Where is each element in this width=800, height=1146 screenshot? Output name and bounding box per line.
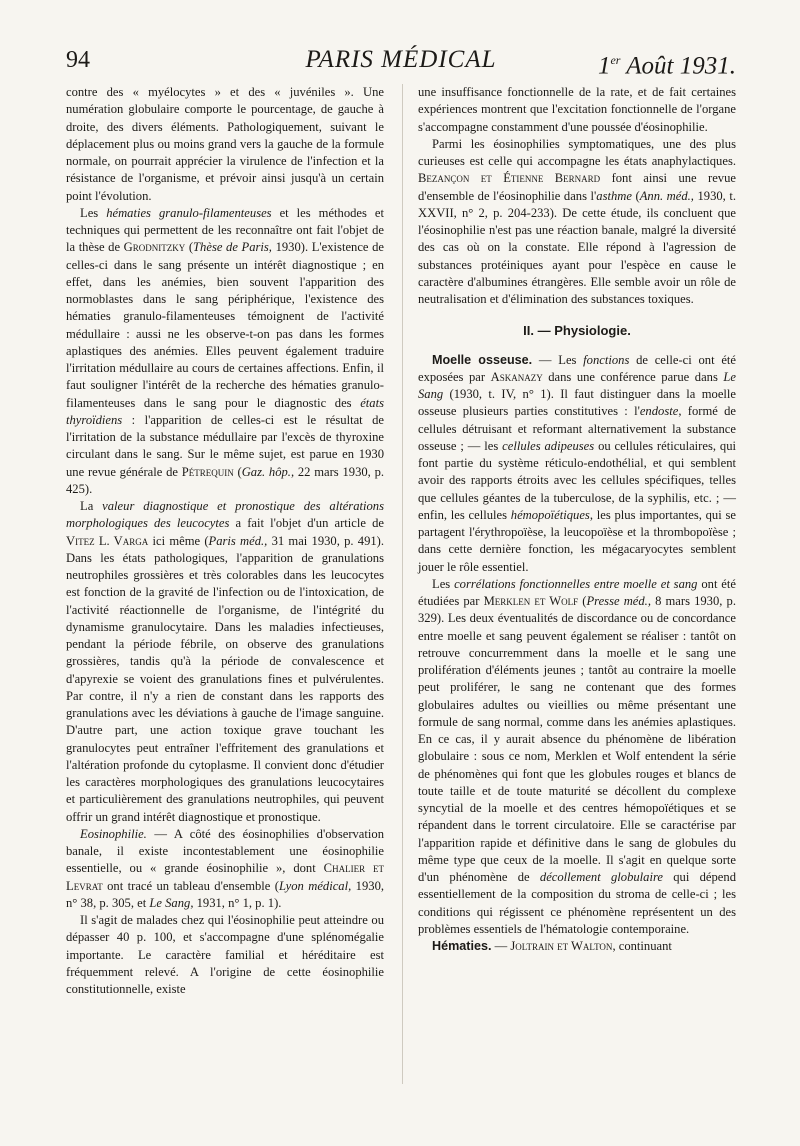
author-name: Grodnitzky (123, 240, 186, 255)
text-run: ( (578, 594, 587, 608)
text-run-italic: décollement globulaire (539, 870, 663, 884)
author-name: Askanazy (490, 369, 543, 384)
text-run-italic: hémopoïétiques (510, 507, 590, 522)
text-run: : l'apparition de celles-ci est le résultat de l'irritation de la substance médullaire par l'excès de thyroxine circulant dans le sang. Sur le même sujet, est parue en 1930 une revue générale de (66, 412, 384, 479)
subsection-heading: Moelle osseuse. (432, 352, 533, 367)
text-run: font ainsi une revue d'ensemble de l'éosinophilie dans l' (418, 171, 736, 203)
text-run: et les méthodes et techniques qui permettent de les reconnaître ont fait l'objet de la thèse de (66, 205, 385, 255)
journal-title: PARIS MÉDICAL (305, 46, 497, 73)
paragraph (66, 826, 384, 912)
text-run: — Les (532, 352, 584, 367)
issue-date-rest: Août 1931. (626, 52, 736, 80)
text-run-italic: Ann. méd., (639, 188, 694, 203)
text-run-italic: états thyroïdiens (66, 395, 384, 427)
text-run: 31 mai 1930, p. 491). Dans les états pathologiques, l'apparition de granulations neutrophiles grossières et très colorables dans les leucocytes est fonction de la gravité de l'infection ou de l'intoxication, de l'activité réactionnelle de l'organisme, de l'intégrité du dynamisme granulocytaire. Dans les maladies infectieuses, pendant la période fébrile, on observe des granulations grossières, tandis qu'à la période de convalescence et d'apyrexie se voient des granulations fines et pulvérulentes. Par contre, il n'y a rien de constant dans les rapports des granulations avec les déviations à gauche de l'image sanguine. D'autre part, une action toxique grave touchant les granulocytes peut entraîner l'effritement des granulations et l'altération profonde du cytoplasme. Il convient donc d'étudier les caractères morphologiques des granulations leucocytaires et particulièrement des granulations neutrophiles, qui peuvent offrir un grand intérêt diagnostique et pronostique. (66, 533, 385, 824)
issue-date (598, 42, 736, 84)
text-run-italic: Gaz. hôp., (241, 464, 295, 479)
issue-date-day: 1 (597, 52, 611, 80)
paragraph (66, 205, 384, 498)
text-run: ( (185, 240, 194, 255)
text-run: ( (233, 464, 242, 479)
text-run: ( (631, 188, 640, 203)
text-run-italic: asthme (596, 188, 632, 203)
text-run: 1930, t. XXVII, n° 2, p. 204-233). De cette étude, ils concluent que l'éosinophilie n'est pas une réaction banale, malgré la diversité des cas où on la constate. Elle répond à l'agression de substances protéiniques ayant pour l'espèce en cause le caractère d'albumines étrangères. Elle semble avoir un rôle de neutralisation et d'élimination des substances toxiques. (418, 188, 737, 306)
text-run-italic: valeur diagnostique et pronostique des altérations morphologiques des leucocytes (66, 499, 384, 531)
author-name: Merklen et Wolf (483, 594, 579, 608)
text-run: Parmi les éosinophilies symptomatiques, une des plus curieuses est celle qui accompagne les états anaphylactiques. (418, 136, 736, 168)
text-run-italic: Presse méd., (586, 594, 651, 608)
author-name: Joltrain et Walton (510, 939, 613, 953)
text-run-italic: Thèse de Paris, (193, 240, 272, 255)
text-run: dans une conférence parue dans (542, 369, 724, 384)
text-run: ici même ( (148, 533, 209, 548)
text-run-italic: Paris méd., (208, 533, 268, 548)
text-run: ont tracé un tableau d'ensemble ( (102, 878, 280, 893)
text-run-italic: fonctions (583, 352, 630, 367)
text-run-italic: endoste (639, 404, 679, 419)
paragraph (418, 576, 736, 938)
text-run-italic: cellules adipeuses (502, 438, 595, 453)
issue-date-sup: er (610, 53, 621, 67)
paragraph (418, 352, 736, 576)
text-run: ont été étudiées par (418, 576, 736, 608)
text-run: Les (80, 205, 107, 220)
paragraph (66, 498, 384, 826)
left-column (66, 84, 384, 998)
text-run: qui dépend essentiellement de la composition du stroma de celle-ci ; les conditions qui régissent ce phénomène représentent un des problèmes essentiels de l'hématologie contemporaine. (418, 870, 736, 936)
text-run: 1930). L'existence de celles-ci dans le sang présente un intérêt diagnostique ; en effet, dans les anémies, bien souvent l'apparition des normoblastes dans le sang périphérique, l'existence des hématies granulo-filamenteuses témoignent de l'activité médullaire : aussi ne les observe-t-on pas dans les formes aplastiques des anémies. Elles peuvent également traduire l'irritation médullaire au cours de certaines affections. Enfin, il faut souligner l'intérêt de la recherche des hématies granulo-filamenteuses dans le sang pour le diagnostic des (66, 240, 384, 410)
author-name: Vitez L. Varga (66, 533, 149, 548)
page-header (66, 42, 736, 82)
text-run-italic: Lyon médical, (279, 878, 352, 893)
text-run: Les (432, 576, 455, 591)
subsection-heading: Hématies. (432, 939, 492, 953)
text-run-italic: corrélations fonctionnelles entre moelle et sang (454, 576, 698, 591)
text-run: , les plus importantes, qui se partagent l'érythropoïèse, la leucopoïèse et la thrombopoïèse ; dans cette dernière fonction, les mégacaryocytes semblent jouer le rôle essentiel. (418, 507, 736, 574)
text-run: , continuant (612, 939, 672, 953)
author-name: Chalier et Levrat (66, 861, 384, 893)
section-heading: II. — Physiologie. (523, 323, 631, 339)
column-rule (402, 84, 403, 1084)
text-run: 1931, n° 1, p. 1). (193, 895, 282, 910)
text-run: — A côté des éosinophilies d'observation banale, il existe incontestablement une éosinophilie essentielle, ou « grande éosinophilie », dont (66, 826, 384, 876)
page-number: 94 (66, 47, 90, 73)
text-run: (1930, t. IV, n° 1). Il faut distinguer dans la moelle osseuse plusieurs parties constitutives : l' (418, 387, 736, 419)
text-run: ou cellules réticulaires, qui font partie du système réticulo-endothélial, et qui semblent avoir des rapports étroits avec les cellules spécifiques, telles que cellules géantes de la tuberculose, de la syphilis, etc. ; — enfin, les cellules (418, 438, 736, 522)
text-run: 8 mars 1930, p. 329). Les deux éventualités de discordance ou de concordance entre moelle et sang peuvent également se réaliser : tantôt on retrouve concurremment dans la moelle et le sang une prolifération d'éléments jeunes ; tantôt au contraire la moelle peut proliférer, le sang ne contenant que des formes globulaires adultes ou vieillies ou même présentant une formule de sang normal, comme dans les anémies aplastiques. En ce cas, il y aurait absence du phénomène de libération globulaire : sous ce nom, Merklen et Wolf entendent la série de phénomènes qui font que les globules rouges et blancs de toute taille et de toute maturité se décollent du complexe syncytial de la moelle et des centres hémopoïétiques et se répandent dans le torrent circulatoire. Elle se caractérise par l'apparition rapide et définitive dans le sang de globules du même type que ceux de la moelle. Il s'agit en quelque sorte d'un phénomène de (418, 594, 736, 884)
paragraph: une insuffisance fonctionnelle de la rate, et de fait certaines expériences montrent que l'excitation fonctionnelle de l'organe s'accompagne constamment d'une poussée d'éosinophilie. (418, 85, 736, 134)
text-run: de celle-ci ont été exposées par (418, 352, 736, 384)
paragraph: Il s'agit de malades chez qui l'éosinophilie peut atteindre ou dépasser 40 p. 100, et s'accompagne d'une splénomégalie importante. Le caractère familial et héréditaire est fréquemment relevé. A l'origine de cette éosinophilie constitutionnelle, existe (66, 913, 384, 996)
author-name: Bezançon et Étienne Bernard (418, 171, 601, 186)
text-run-italic: Le Sang (418, 369, 736, 401)
subsection-heading: Eosinophilie. (80, 826, 147, 841)
text-run: a fait l'objet d'un article de (229, 516, 384, 531)
text-run: , formé de cellules détruisant et reformant alternativement la substance osseuse ; — les (418, 404, 736, 453)
text-run-italic: Le Sang, (149, 895, 194, 910)
right-column (418, 84, 736, 955)
text-run: La (80, 499, 103, 513)
text-run: 1930, n° 38, p. 305, et (66, 878, 385, 910)
paragraph: contre des « myélocytes » et des « juvéniles ». Une numération globulaire comporte le pourcentage, de gauche à droite, des divers éléments. Pathologiquement, suivant le déplacement plus ou moins grand vers la gauche de la formule normale, on pourrait apprécier la virulence de l'infection et la résistance de l'organisme, et prévoir ainsi jusqu'à un certain point l'évolution. (66, 85, 384, 203)
paragraph (418, 136, 736, 309)
text-run: 22 mars 1930, p. 425). (66, 464, 385, 496)
paragraph (418, 938, 736, 955)
author-name: Pétrequin (181, 464, 234, 479)
text-run-italic: hématies granulo-filamenteuses (106, 205, 272, 220)
text-run: — (491, 939, 511, 953)
